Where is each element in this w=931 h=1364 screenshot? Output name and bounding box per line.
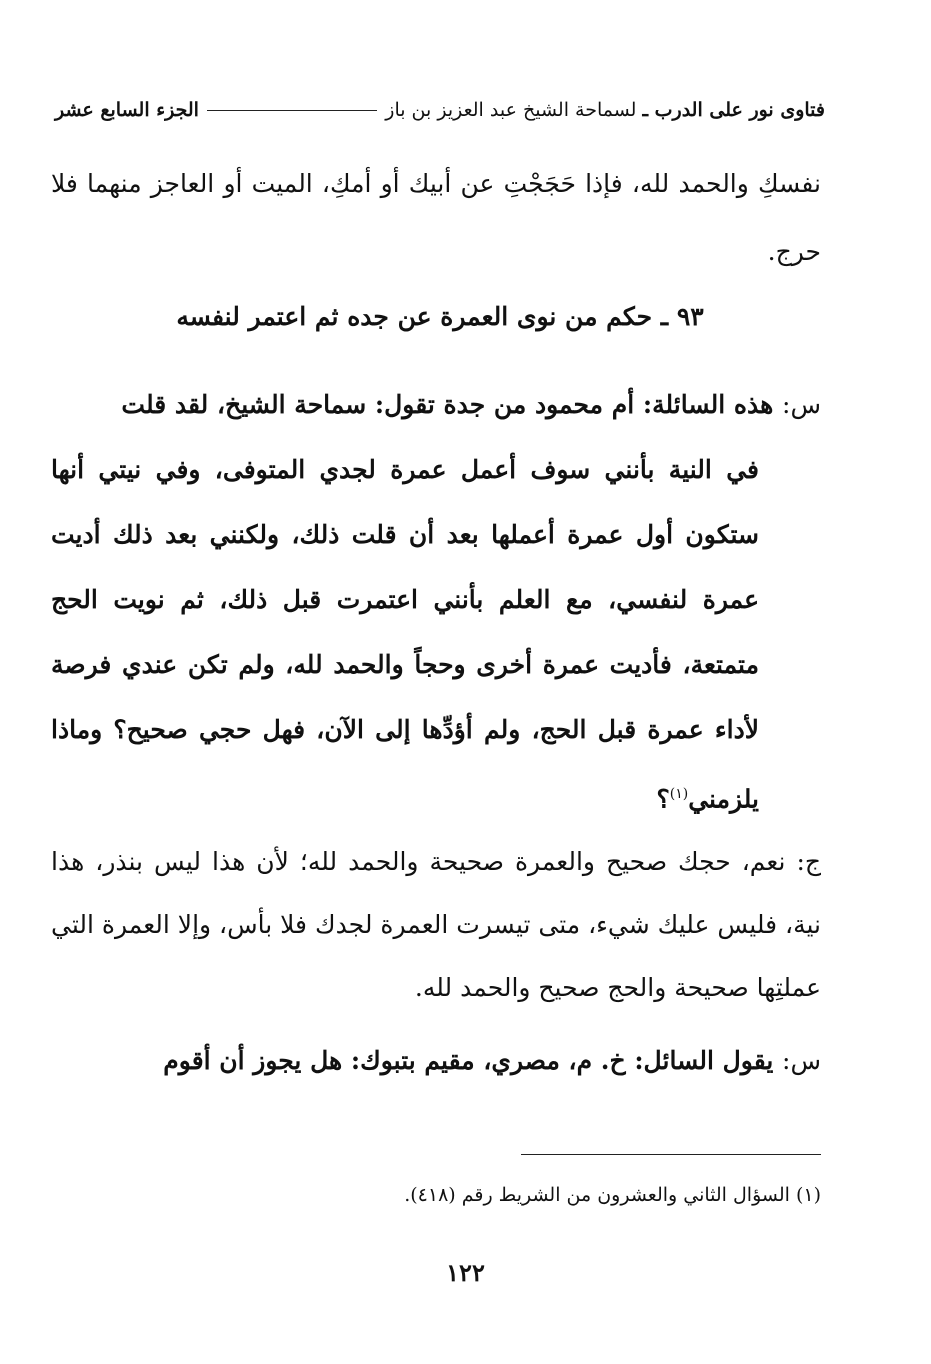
question-1-rest: في النية بأنني سوف أعمل عمرة لجدي المتوفى، وفي نيتي أنها ستكون أول عمرة أعملها بعد أن قلت ذلك، ولكنني بعد ذلك أديت عمرة لنفسي، مع العلم بأنني اعتمرت قبل ذلك، ثم نويت الحج متمتعة، فأديت عمرة أخرى وحجاً والحمد لله، ولم تكن عندي فرصة لأداء عمرة قبل الحج، ولم أؤدِّها إلى الآن، فهل حجي صحيح؟ وماذا يلزمني — [51, 455, 759, 814]
question-1-line1: هذه السائلة: أم محمود من جدة تقول: سماحة الشيخ، لقد قلت — [121, 390, 774, 419]
question-1-label: س: — [782, 390, 821, 419]
running-head-book-title: فتاوى نور على الدرب ـ — [642, 99, 825, 121]
footnote-separator — [521, 1154, 821, 1155]
footnote-reference[interactable]: (١) — [669, 786, 689, 802]
question-1-end: ؟ — [656, 784, 670, 814]
question-1-first-line — [51, 372, 821, 437]
section-heading: ٩٣ ـ حكم من نوى العمرة عن جده ثم اعتمر لنفسه — [176, 302, 704, 331]
question-2 — [51, 1030, 821, 1092]
continuation-paragraph: نفسكِ والحمد لله، فإذا حَجَجْتِ عن أبيك أو أمكِ، الميت أو العاجز منهما فلا حرج. — [51, 169, 821, 266]
running-head-author: لسماحة الشيخ عبد العزيز بن باز — [385, 99, 637, 121]
question-1-body — [51, 437, 821, 831]
answer-text: نعم، حجك صحيح والعمرة صحيحة والحمد لله؛ لأن هذا ليس بنذر، هذا نية، فليس عليك شيء، متى تيسرت العمرة لجدك فلا بأس، وإلا العمرة التي عملتِها صحيحة والحج صحيح والحمد لله. — [51, 847, 821, 1002]
running-head-rule — [207, 110, 377, 111]
running-head-volume: الجزء السابع عشر — [55, 99, 199, 121]
running-head — [55, 92, 825, 128]
question-2-label: س: — [782, 1046, 821, 1075]
question-2-text: يقول السائل: خ. م، مصري، مقيم بتبوك: هل يجوز أن أقوم — [163, 1046, 774, 1075]
answer-paragraph — [51, 830, 821, 1019]
question-1 — [51, 372, 821, 831]
answer-label: ج: — [796, 847, 821, 876]
footnote: (١) السؤال الثاني والعشرون من الشريط رقم (٤١٨). — [404, 1184, 821, 1206]
page-number: ١٢٢ — [446, 1258, 485, 1287]
